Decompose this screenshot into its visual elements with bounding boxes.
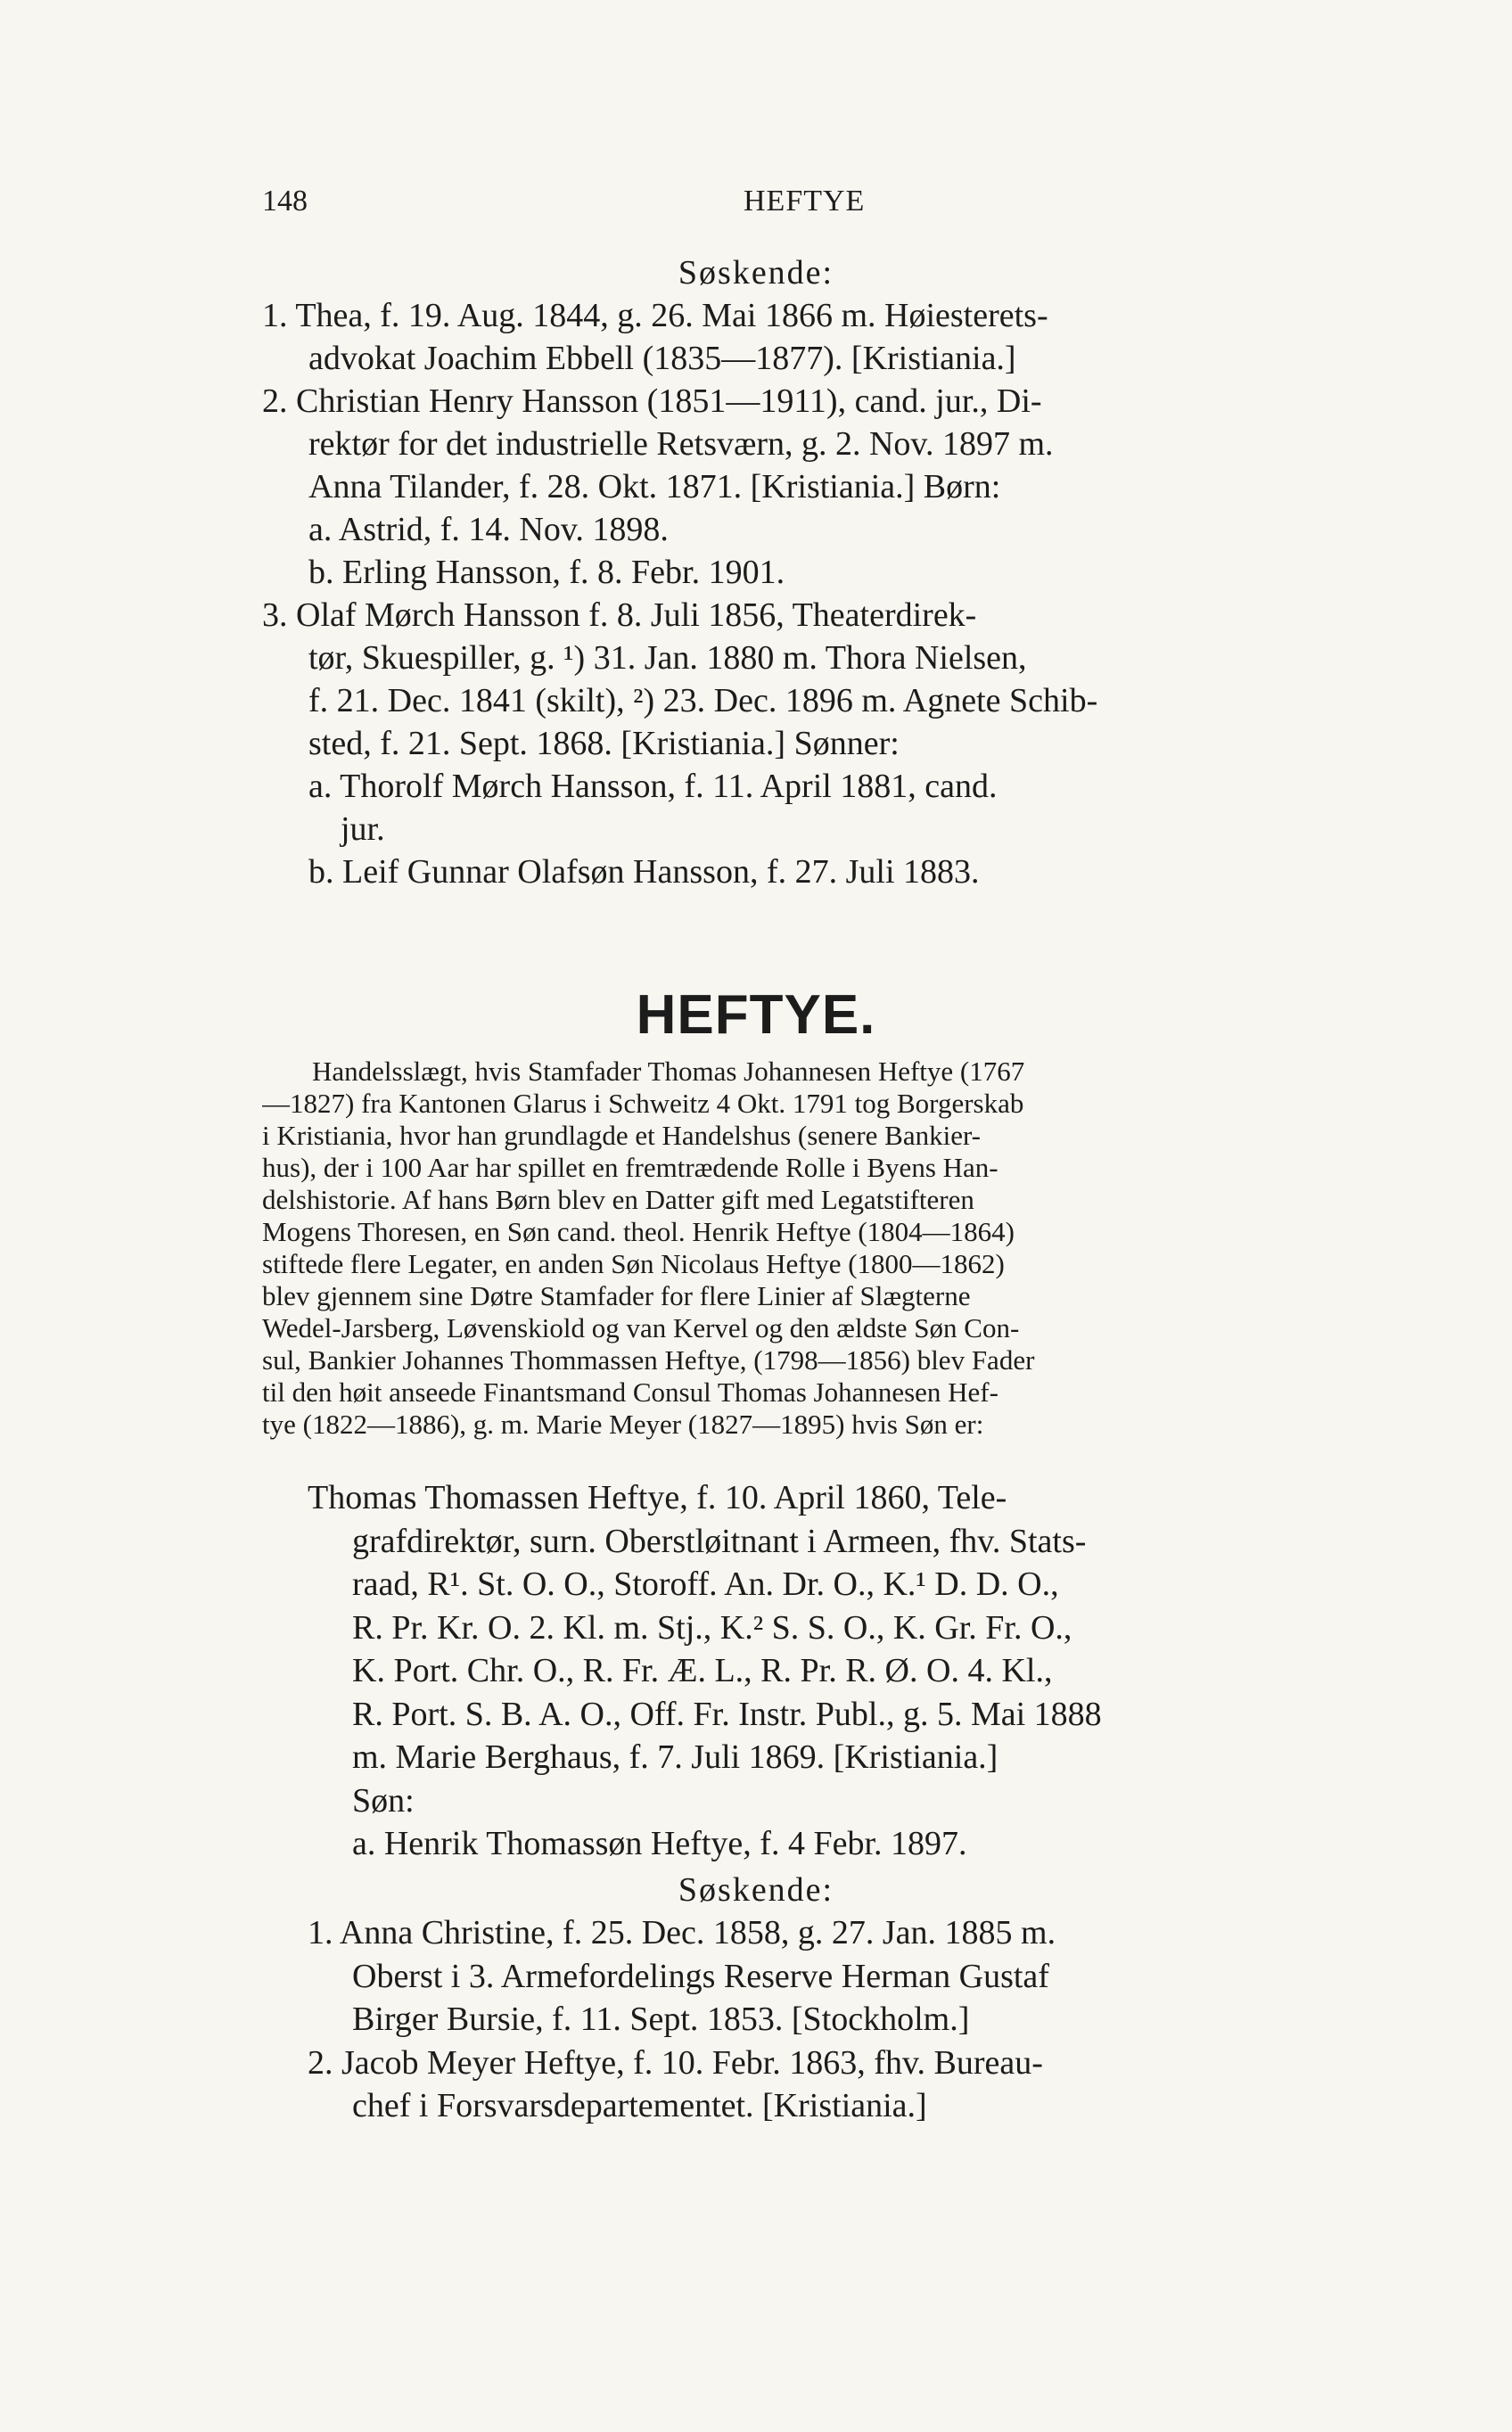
family-intro	[262, 1056, 1403, 1441]
text-line: Søn:	[352, 1781, 415, 1820]
text-line: Anna Tilander, f. 28. Okt. 1871. [Kristiania.] Børn:	[308, 468, 1001, 505]
text-line: hus), der i 100 Aar har spillet en fremtrædende Rolle i Byens Han-	[262, 1152, 998, 1183]
text-line: advokat Joachim Ebbell (1835—1877). [Kristiania.]	[308, 340, 1016, 377]
text-line: Mogens Thoresen, en Søn cand. theol. Henrik Heftye (1804—1864)	[262, 1216, 1015, 1247]
running-title: HEFTYE	[744, 185, 866, 218]
text-line: a. Astrid, f. 14. Nov. 1898.	[308, 511, 669, 548]
text-line: sul, Bankier Johannes Thommassen Heftye, (1798—1856) blev Fader	[262, 1344, 1035, 1376]
text-line: b. Leif Gunnar Olafsøn Hansson, f. 27. Juli 1883.	[308, 853, 980, 891]
text-line: 1. Anna Christine, f. 25. Dec. 1858, g. 27. Jan. 1885 m.	[308, 1914, 1056, 1951]
text-line: jur.	[341, 810, 385, 848]
text-line: Wedel-Jarsberg, Løvenskiold og van Kervel og den ældste Søn Con-	[262, 1312, 1020, 1343]
text-line: sted, f. 21. Sept. 1868. [Kristiania.] Sønner:	[308, 725, 900, 762]
text-line: —1827) fra Kantonen Glarus i Schweitz 4 Okt. 1791 tog Borgerskab	[262, 1088, 1024, 1119]
text-line: a. Thorolf Mørch Hansson, f. 11. April 1881, cand.	[308, 768, 998, 805]
siblings-list	[262, 294, 1403, 893]
siblings-list-2	[308, 1911, 1413, 2128]
text-line: 2. Jacob Meyer Heftye, f. 10. Febr. 1863, fhv. Bureau-	[308, 2043, 1043, 2082]
text-line: 1. Thea, f. 19. Aug. 1844, g. 26. Mai 1866 m. Høiesterets-	[262, 297, 1048, 334]
text-line: tye (1822—1886), g. m. Marie Meyer (1827—1895) hvis Søn er:	[262, 1409, 984, 1440]
text-line: a. Henrik Thomassøn Heftye, f. 4 Febr. 1897.	[352, 1825, 967, 1862]
text-line: i Kristiania, hvor han grundlagde et Handelshus (senere Bankier-	[262, 1120, 981, 1151]
text-line: Thomas Thomassen Heftye, f. 10. April 1860, Tele-	[308, 1479, 1007, 1516]
text-line: stiftede flere Legater, en anden Søn Nicolaus Heftye (1800—1862)	[262, 1248, 1005, 1279]
text-line: K. Port. Chr. O., R. Fr. Æ. L., R. Pr. R. Ø. O. 4. Kl.,	[352, 1652, 1053, 1689]
text-line: 3. Olaf Mørch Hansson f. 8. Juli 1856, Theaterdirek-	[262, 596, 977, 634]
text-line: chef i Forsvarsdepartementet. [Kristiania.]	[352, 2087, 927, 2124]
text-line: 2. Christian Henry Hansson (1851—1911), cand. jur., Di-	[262, 382, 1042, 420]
text-line: grafdirektør, surn. Oberstløitnant i Armeen, fhv. Stats-	[352, 1522, 1087, 1560]
text-line: b. Erling Hansson, f. 8. Febr. 1901.	[308, 554, 785, 591]
text-line: rektør for det industrielle Retsværn, g. 2. Nov. 1897 m.	[308, 425, 1054, 463]
main-entry	[308, 1476, 1413, 1866]
text-line: Oberst i 3. Armefordelings Reserve Herman Gustaf	[352, 1957, 1049, 1995]
family-title: HEFTYE.	[636, 984, 876, 1046]
text-line: m. Marie Berghaus, f. 7. Juli 1869. [Kristiania.]	[352, 1738, 998, 1776]
text-line: delshistorie. Af hans Børn blev en Datter gift med Legatstifteren	[262, 1184, 974, 1215]
text-line: tør, Skuespiller, g. ¹) 31. Jan. 1880 m. Thora Nielsen,	[308, 639, 1027, 677]
text-line: til den høit anseede Finantsmand Consul Thomas Johannesen Hef-	[262, 1376, 998, 1408]
siblings-heading: Søskende:	[678, 254, 834, 292]
text-line: blev gjennem sine Døtre Stamfader for flere Linier af Slægterne	[262, 1280, 971, 1311]
text-line: R. Port. S. B. A. O., Off. Fr. Instr. Publ., g. 5. Mai 1888	[352, 1695, 1102, 1733]
page-header	[262, 185, 1403, 224]
text-line: raad, R¹. St. O. O., Storoff. An. Dr. O., K.¹ D. D. O.,	[352, 1565, 1059, 1603]
page-number: 148	[262, 185, 308, 218]
siblings-heading-2: Søskende:	[678, 1871, 834, 1909]
text-line: Handelsslægt, hvis Stamfader Thomas Johannesen Heftye (1767	[312, 1056, 1025, 1087]
text-line: f. 21. Dec. 1841 (skilt), ²) 23. Dec. 1896 m. Agnete Schib-	[308, 682, 1098, 719]
text-line: R. Pr. Kr. O. 2. Kl. m. Stj., K.² S. S. O., K. Gr. Fr. O.,	[352, 1608, 1072, 1647]
text-line: Birger Bursie, f. 11. Sept. 1853. [Stockholm.]	[352, 2001, 970, 2038]
